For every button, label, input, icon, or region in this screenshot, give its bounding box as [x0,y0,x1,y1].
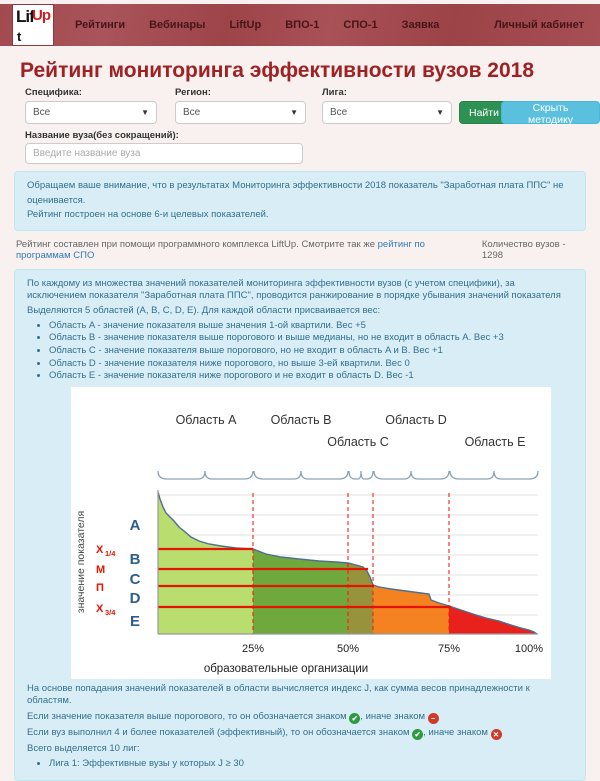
svg-text:50%: 50% [336,642,360,655]
region-braces [158,471,538,479]
nav-menu [75,19,439,31]
region-label-c: Область C [327,434,389,449]
x-tick-labels [242,643,543,655]
minus-circle-icon: − [428,713,439,724]
university-name-label: Название вуза(без сокращений): [25,130,179,141]
svg-text:A: A [129,516,141,534]
effective-line: Если вуз выполнил 4 и более показателей (эффективный), то он обозначается знаком ✔ , иначе знаком ✕ [27,727,573,740]
notice-line-1: Обращаем ваше внимание, что в результатах Мониторинга эффективности 2018 показатель "Заработная плата ППС" не оценивается. [27,180,564,206]
nav-item-liftup[interactable]: LiftUp [229,19,262,31]
y-axis-title: значение показателя [75,510,87,613]
league-select[interactable] [322,101,452,124]
x-axis-title: образовательные организации [203,662,369,675]
region-select[interactable] [175,101,306,124]
list-item: • Лига 1: Эффективные вузы у которых J ≥ 30 [49,758,573,770]
region-label-e: Область E [464,434,526,449]
university-name-input[interactable] [25,143,303,164]
area-weights-list [49,320,573,382]
svg-text:1/4: 1/4 [105,548,116,558]
personal-account-link[interactable]: Личный кабинет [494,19,584,31]
nav-item-vpo1[interactable]: ВПО-1 [285,19,320,31]
logo-text: Lif [16,7,34,26]
logo-text-accent: Up [32,7,50,24]
svg-text:X: X [96,602,104,615]
svg-text:100%: 100% [514,642,544,655]
svg-text:25%: 25% [241,642,265,655]
zone-letters [130,517,141,630]
search-button[interactable]: Найти [459,101,509,124]
specifics-select[interactable] [25,101,157,124]
subline-text: Рейтинг составлен при помощи программного комплекса LiftUp. Смотрите так же рейтинг по программам СПО [16,239,425,262]
list-item: • Область E - значение показателя ниже порогового и не входит в область D. Вес -1 [49,370,573,382]
region-label-b: Область B [270,412,332,427]
svg-text:D: D [129,589,141,607]
caret-down-icon: ▼ [141,108,149,117]
after-chart-text [27,683,573,771]
list-item: • Область D - значение показателя ниже порогового, но выше 3-ей квартили. Вес 0 [49,358,573,370]
region-label-d: Область D [385,412,447,427]
region-label: Регион: [175,87,211,98]
svg-text:E: E [129,612,141,630]
cross-circle-icon: ✕ [491,729,502,740]
league-select-value: Все [330,107,348,118]
methodology-para-2: Выделяются 5 областей (A, B, C, D, E). Для каждой области присваивается вес: [27,304,381,316]
list-item: • Область C - значение показателя выше порогового, но не входит в область A и B. Вес +1 [49,345,573,357]
svg-text:B: B [129,550,141,568]
methodology-box [14,269,586,780]
leagues-list [49,758,573,770]
nav-item-zayavka[interactable]: Заявка [401,19,440,31]
hide-methodology-button[interactable]: Скрыть методику [501,101,600,124]
nav-item-webinars[interactable]: Вебинары [149,19,206,31]
hline-labels [96,544,116,617]
spo-rating-link[interactable]: рейтинг по программам СПО [16,239,425,262]
methodology-chart [71,387,551,679]
notice-box [14,171,586,231]
svg-text:75%: 75% [437,642,461,655]
nav-item-ratings[interactable]: Рейтинги [75,19,126,31]
specifics-select-value: Все [33,107,51,118]
svg-text:3/4: 3/4 [105,607,116,617]
leagues-line: Всего выделяется 10 лиг: [27,742,140,754]
caret-down-icon: ▼ [436,108,444,117]
threshold-line: Если значение показателя выше порогового, то он обозначается знаком ✔ , иначе знаком − [27,711,573,724]
svg-text:М: М [96,563,106,576]
methodology-para-1: По каждому из множества значений показателей мониторинга эффективности вузов (с учетом специфики), за исключением показателя "Заработная плата ППС", проводится ранжирование в порядке убывания значений показателя [27,278,561,302]
notice-line-2: Рейтинг построен на основе 6-и целевых показателей. [27,209,269,221]
filter-form [0,87,600,163]
university-count: Количество вузов - 1298 [481,239,566,262]
top-navbar [0,4,600,46]
liftup-logo[interactable] [13,5,53,45]
list-item: • Область A - значение показателя выше значения 1-ой квартили. Вес +5 [49,320,573,332]
svg-text:X: X [96,543,104,556]
svg-text:П: П [96,581,104,594]
methodology-chart-panel [71,387,551,679]
svg-text:C: C [129,570,141,588]
page-title: Рейтинг мониторинга эффективности вузов 2018 [20,59,535,82]
league-label: Лига: [322,87,347,98]
region-label-a: Область A [175,412,237,427]
caret-down-icon: ▼ [290,108,298,117]
check-circle-icon: ✔ [412,729,423,740]
logo-text-small: t [17,29,21,44]
specifics-label: Специфика: [25,87,82,98]
check-circle-icon: ✔ [349,713,360,724]
index-line: На основе попадания значений показателей в области вычисляется индекс J, как сумма весов принадлежности к областям. [27,682,530,707]
region-select-value: Все [183,107,201,118]
nav-item-spo1[interactable]: СПО-1 [343,19,378,31]
list-item: • Область B - значение показателя выше порогового и выше медианы, но не входит в область A. Вес +3 [49,332,573,344]
subline [16,239,584,261]
